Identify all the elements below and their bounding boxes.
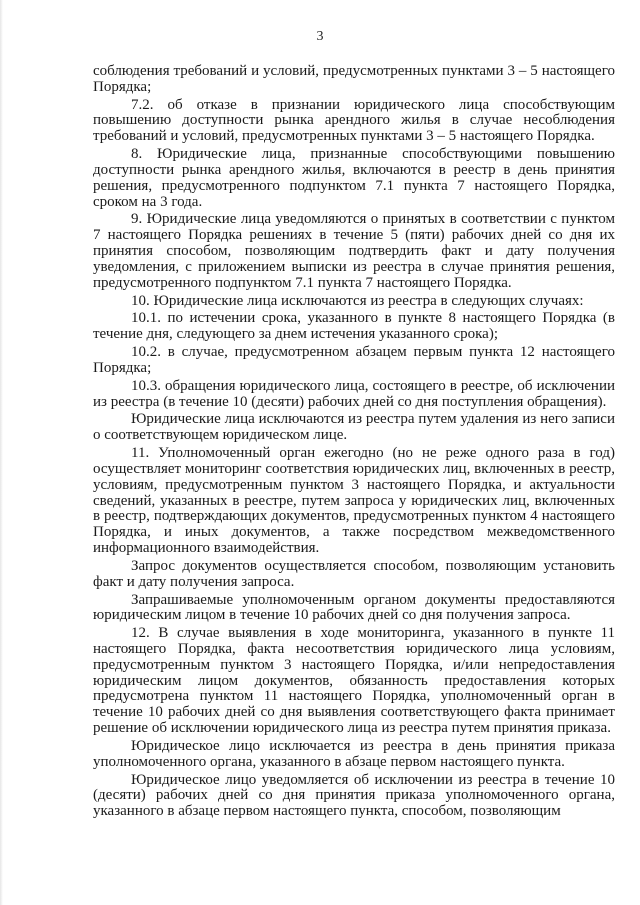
paragraph: Юридические лица исключаются из реестра путем удаления из него записи о соответствующем юридическом лице. (93, 411, 615, 444)
paragraph: 9. Юридические лица уведомляются о принятых в соответствии с пунктом 7 настоящего Порядка решениях в течение 5 (пяти) рабочих дней со дня их принятия способом, позволяющим подтвердить факт и дату получения уведомления, с приложением выписки из реестра в случае принятия решения, предусмотренного подпунктом 7.1 пункта 7 настоящего Порядка. (93, 211, 615, 291)
paragraph: 8. Юридические лица, признанные способствующими повышению доступности рынка арендного жилья, включаются в реестр в день принятия решения, предусмотренного подпунктом 7.1 пункта 7 настоящего Порядка, сроком на 3 года. (93, 146, 615, 210)
paragraph: Запрашиваемые уполномоченным органом документы предоставляются юридическим лицом в течение 10 рабочих дней со дня получения запроса. (93, 591, 615, 624)
paragraph: 10.3. обращения юридического лица, состоящего в реестре, об исключении из реестра (в течение 10 (десяти) рабочих дней со дня поступления обращения). (93, 377, 615, 410)
document-body (93, 64, 615, 822)
paragraph: 11. Уполномоченный орган ежегодно (но не реже одного раза в год) осуществляет мониторинг соответствия юридических лиц, включенных в реестр, условиям, предусмотренным пунктом 3 настоящего Порядка, и актуальности сведений, указанных в реестре, путем запроса у юридических лиц, включенных в реестр, подтверждающих документов, предусмотренных пунктом 4 настоящего Порядка, и иных документов, а также посредством межведомственного информационного взаимодействия. (93, 445, 615, 556)
page-number: 3 (316, 29, 324, 44)
paragraph: 12. В случае выявления в ходе мониторинга, указанного в пункте 11 настоящего Порядка, факта несоответствия юридического лица условиям, предусмотренным пунктом 3 настоящего Порядка, и/или непредоставления юридическим лицом документов, обязанность предоставления которых предусмотрена пунктом 11 настоящего Порядка, уполномоченный орган в течение 10 рабочих дней со дня выявления соответствующего факта принимает решение об исключении юридического лица из реестра путем принятия приказа. (93, 625, 615, 736)
paragraph: 10.1. по истечении срока, указанного в пункте 8 настоящего Порядка (в течение дня, следующего за днем истечения указанного срока); (93, 310, 615, 343)
paragraph: Юридическое лицо исключается из реестра в день принятия приказа уполномоченного органа, указанного в абзаце первом настоящего пункта. (93, 737, 615, 770)
page-edge-shadow (0, 0, 3, 905)
paragraph: Запрос документов осуществляется способом, позволяющим установить факт и дату получения запроса. (93, 557, 615, 590)
paragraph: Юридическое лицо уведомляется об исключении из реестра в течение 10 (десяти) рабочих дней со дня принятия приказа уполномоченного органа, указанного в абзаце первом настоящего пункта, способом, позволяющим (93, 771, 615, 820)
paragraph: 7.2. об отказе в признании юридического лица способствующим повышению доступности рынка арендного жилья в случае несоблюдения требований и условий, предусмотренных пунктами 3 – 5 настоящего Порядка. (93, 96, 615, 145)
paragraph: соблюдения требований и условий, предусмотренных пунктами 3 – 5 настоящего Порядка; (93, 63, 615, 95)
paragraph: 10.2. в случае, предусмотренном абзацем первым пункта 12 настоящего Порядка; (93, 344, 615, 376)
paragraph: 10. Юридические лица исключаются из реестра в следующих случаях: (131, 292, 584, 309)
